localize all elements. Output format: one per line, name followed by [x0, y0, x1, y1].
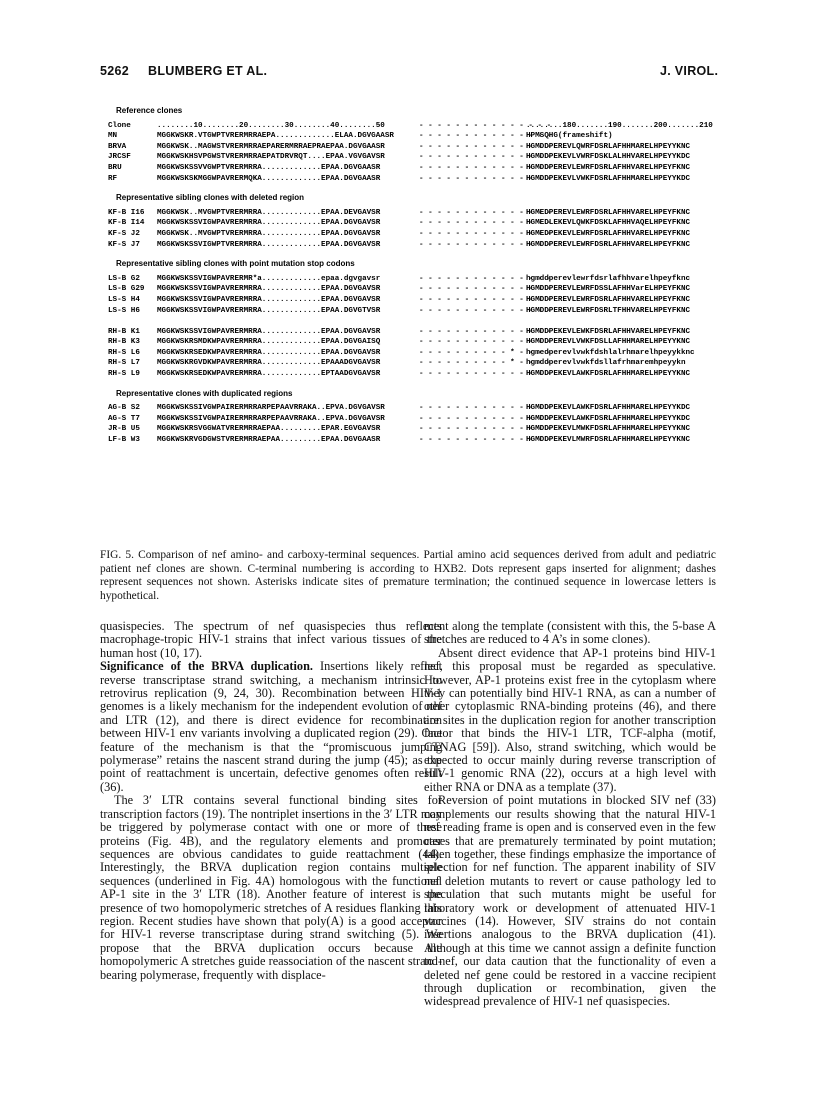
sequence-gap-dashes: - - - - - - - - - - - - - - - [419, 285, 552, 294]
paragraph: The 3′ LTR contains several functional binding sites for transcription factors (19). The nontriplet insertions in the 3′ LTR may be triggered by polymerase contact with one or more of these proteins (Fig. 4B), and the regulatory elements and promoter sequences are obvious candidates to guide reattachment (44). Interestingly, the BRVA duplication region contains multiple sequences (underlined in Fig. 4A) homologous with the functional AP-1 site in the 3′ LTR (18). Another feature of interest is the presence of two homopolymeric stretches of A residues flanking this region. Recent studies have shown that poly(A) is a good acceptor for HIV-1 reverse transcriptase during strand switching (5). We propose that the BRVA duplication occurs because the homopolymeric A stretches guide reassociation of the nascent strand-bearing polymerase, frequently with displace- [100, 793, 442, 982]
alignment-row [108, 358, 718, 369]
clone-id: LS-B G2 [108, 274, 140, 283]
alignment-row [108, 240, 718, 251]
n-terminal-sequence: MGGKWSKRSEDKWPAVRERMRRA.............EPAA.DGVGAVSR [157, 348, 381, 357]
figure-caption: FIG. 5. Comparison of nef amino- and carboxy-terminal sequences. Partial amino acid sequences derived from adult and pediatric patient nef clones are shown. C-terminal numbering is according to HXB2. Dots represent gaps inserted for alignment; dashes represent sequences not shown. Asterisks indicate sites of premature termination; the continued sequence in lowercase letters is hypothetical. [100, 549, 716, 602]
sequence-gap-dashes: - - - - - - - - - - - - - - - [419, 208, 552, 217]
paragraph: quasispecies. The spectrum of nef quasispecies thus reflects macrophage-tropic HIV-1 strains that infect various tissues of the human host (10, 17). [100, 619, 442, 660]
clone-id: LS-S H6 [108, 306, 140, 315]
sequence-gap-dashes: - - - - - - - - - - - - - - - [419, 295, 552, 304]
clone-id: RH-S L9 [108, 370, 140, 379]
n-terminal-sequence: MGGKWSKSSVIGWPAVRERMRRA.............EPAA.DGVGAVSR [157, 295, 381, 304]
c-terminal-sequence: HGMDDPEREVLEWRFDSRLAFHHVARELHPEYFKNC [526, 295, 691, 304]
running-head-journal: J. VIROL. [660, 64, 719, 78]
paragraph-text: Insertions likely reflect reverse transcriptase strand switching, a mechanism intrinsic to retrovirus replication (9, 24, 30). Recombination between HIV-1 genomes is a likely mechanism for the independent evolution of nef and LTR (12), and there is direct evidence for recombination between HIV-1 env variants involving a duplicated region (29). One feature of the mechanism is that the “promiscuous jumping polymerase” retains the nascent strand during the jump (45); as the point of reattachment is uncertain, defective genomes often result (36). [100, 659, 443, 794]
c-terminal-sequence: HGMEDPEREVLEWRFDSRLAFHHVARELHPEYFKNC [526, 208, 691, 217]
n-terminal-sequence: MGGKWSKSSVVGWPTVRERMRRA.............EPAA.DGVGAASR [157, 163, 381, 172]
n-terminal-sequence: MGGKWSKSSIVGWPAIRERMRRARPEPAAVRRAKA..EPVA.DGVGAVSR [157, 414, 385, 423]
clone-id: KF-S J2 [108, 229, 140, 238]
sequence-gap-dashes: - - - - - - - - - - - - - - - [419, 414, 552, 423]
n-terminal-sequence: MGGKWSKRVGDGWSTVRERMRRAEPAA.........EPAA.DGVGAASR [157, 436, 381, 445]
c-terminal-sequence: hgmddperevlvwkfdsllafrhmaremhpeyykn [526, 359, 686, 368]
sequence-gap-dashes: - - - - - - - - - - - - - - - [419, 338, 552, 347]
sequence-gap-dashes: - - - - - - - - - - - - - - - [419, 306, 552, 315]
c-terminal-sequence: HGMDDPEREVLEWRFDSRLAFHHVARELHPEYFKNC [526, 240, 691, 249]
sequence-gap-dashes: - - - - - - - - - - - - - - - [419, 142, 552, 151]
n-terminal-sequence: MGGKWSK..MVGWPTVRERMRRA.............EPAA.DGVGAVSR [157, 229, 381, 238]
clone-id: AG-B S2 [108, 404, 140, 413]
figure-section-title: Representative clones with duplicated regions [116, 388, 293, 398]
c-terminal-sequence: HGMDDPEREVLVWKFDSLLAFHHMARELHPEYYKNC [526, 338, 691, 347]
c-terminal-sequence: HGMDDPEKEVLMWRFDSRLAFHHMARELHPEYYKNC [526, 436, 691, 445]
c-terminal-sequence: HGMDDPEKEVLEWKFDSRLAFHHVARELHPEYFKNC [526, 327, 691, 336]
sequence-gap-dashes: - - - - - - - - - - - - - - - [419, 121, 552, 130]
n-terminal-sequence: MGGKWSKRSEDKWPAVRERMRRA.............EPTAADGVGAVSR [157, 370, 381, 379]
clone-id: RH-S L6 [108, 348, 140, 357]
n-terminal-sequence: MGGKWSKHSVPGWSTVRERMRRAEPATDRVRQT....EPAA.VGVGAVSR [157, 153, 385, 162]
n-terminal-sequence: MGGKWSKSSVIGWPTVRERMRRA.............EPAA.DGVGAVSR [157, 240, 381, 249]
n-terminal-sequence: MGGKWSKSKMGGWPAVRERMQKA.............EPAA.DGVGAASR [157, 174, 381, 183]
alignment-row [108, 435, 718, 446]
page-number: 5262 [100, 64, 130, 78]
c-terminal-sequence: HGMDDPEKEVLAWKFDSRLAFHHMARELHPEYYKNC [526, 370, 691, 379]
c-terminal-sequence: hgmddperevlewrfdsrlafhhvarelhpeyfknc [526, 274, 691, 283]
c-terminal-sequence: HGMDDPEKEVLMWKFDSRLAFHHMARELHPEYYKNC [526, 425, 691, 434]
c-terminal-sequence: HGMDDPEREVLEWRFDSRLTFHHVARELHPEYFKNC [526, 306, 691, 315]
clone-id: LS-S H4 [108, 295, 140, 304]
n-terminal-sequence: ........10........20........30........40........50 [157, 121, 385, 130]
paragraph: ment along the template (consistent with this, the 5-base A stretches are reduced to 4 A’s in some clones). [424, 619, 716, 647]
clone-id: JRCSF [108, 153, 131, 162]
sequence-gap-dashes: - - - - - - - - - - - - - - - [419, 425, 552, 434]
clone-id: AG-S T7 [108, 414, 140, 423]
sequence-gap-dashes: - - - - - - - - - - - - - - - [419, 327, 552, 336]
paragraph: Reversion of point mutations in blocked SIV nef (33) complements our results showing that the natural HIV-1 nef reading frame is open and is conserved even in the few cases that are prematurely terminated by point mutation; taken together, these findings emphasize the importance of selection for nef function. The apparent inability of SIV nef deletion mutants to revert or cause pathology led to speculation that such mutants might be useful for laboratory work or development of attenuated HIV-1 vaccines (14). However, SIV strains do not contain insertions analogous to the BRVA duplication (41). Although at this time we cannot assign a definite function to nef, our data caution that the functionality of even a deleted nef gene could be restored in a vaccine recipient through duplication or recombination, given the widespread prevalence of HIV-1 nef quasispecies. [424, 793, 716, 1009]
sequence-gap-dashes: - - - - - - - - - - - - - - - [419, 153, 552, 162]
alignment-row [108, 295, 718, 306]
sequence-gap-dashes: - - - - - - - - - - - - - - - [419, 436, 552, 445]
clone-id: LF-B W3 [108, 436, 140, 445]
clone-id: BRU [108, 163, 122, 172]
n-terminal-sequence: MGGKWSKSSVIGWPAVRERMRRA.............EPAA.DGVGAVSR [157, 327, 381, 336]
alignment-row [108, 142, 718, 153]
clone-id: RF [108, 174, 118, 183]
alignment-row [108, 348, 718, 359]
clone-id: Clone [108, 121, 131, 130]
sequence-gap-dashes: - - - - - - - - - - * - - - - [419, 359, 552, 368]
clone-id: RH-B K1 [108, 327, 140, 336]
n-terminal-sequence: MGGKWSK..MAGWSTVRERMRRAEPARERMRRAEPRAEPAA.DGVGAASR [157, 142, 385, 151]
sequence-gap-dashes: - - - - - - - - - - - - - - - [419, 370, 552, 379]
n-terminal-sequence: MGGKWSKSSVIGWPAVRERMRRA.............EPAA.DGVGTVSR [157, 306, 381, 315]
c-terminal-sequence: HGMDDPEKEVLVWKFDSRLAFHHMARELHPEYYKDC [526, 174, 691, 183]
n-terminal-sequence: MGGKWSK..MVGWPTVRERMRRA.............EPAA.DEVGAVSR [157, 208, 381, 217]
clone-id: RH-B K3 [108, 338, 140, 347]
figure-section-title: Representative sibling clones with point mutation stop codons [116, 259, 355, 269]
paragraph: Absent direct evidence that AP-1 proteins bind HIV-1 nef, this proposal must be regarded as speculative. However, AP-1 proteins exist free in the cytoplasm where they can potentially bind HIV-1 RNA, as can a number of other cytoplasmic RNA-binding proteins (46), and there are sites in the duplication region for another transcription factor that binds the HIV-1 LTR, TCF-alpha (motif, CTNAG [59]). Also, strand switching, which would be expected to occur mainly during reverse transcription of HIV-1 genomic RNA (22), occurs at a high level with either RNA or DNA as a template (37). [424, 645, 716, 794]
alignment-row [108, 424, 718, 435]
c-terminal-sequence: HGMEDPEKEVLEWRFDSRLAFHHVARELHPEYFKNC [526, 229, 691, 238]
sequence-alignment-figure [108, 106, 718, 446]
clone-id: JR-B U5 [108, 425, 140, 434]
clone-id: KF-S J7 [108, 240, 140, 249]
alignment-row [108, 163, 718, 174]
c-terminal-sequence: HGMDDPEKEVLAWKFDSRLAFHHMARELHPEYYKDC [526, 414, 691, 423]
clone-id: KF-B I16 [108, 208, 145, 217]
clone-id: BRVA [108, 142, 127, 151]
sequence-gap-dashes: - - - - - - - - - - - - - - - [419, 240, 552, 249]
c-terminal-sequence: HPMSQHG(frameshift) [526, 132, 613, 141]
alignment-row [108, 327, 718, 338]
clone-id: LS-B G29 [108, 285, 145, 294]
sequence-gap-dashes: - - - - - - - - - - * - - - - [419, 348, 552, 357]
c-terminal-sequence: HGMDDPEREVLEWRFDSSLAFHHVarELHPEYFKNC [526, 285, 691, 294]
n-terminal-sequence: MGGKWSKSSVIGWPAVRERMR*a.............epaa.dgvgavsr [157, 274, 381, 283]
n-terminal-sequence: MGGKWSKRGVDKWPAVRERMRRA.............EPAAADGVGAVSR [157, 359, 381, 368]
c-terminal-sequence: hgmedperevlvwkfdshlalrhmarelhpeyykknc [526, 348, 695, 357]
c-terminal-sequence: HGMDDPEKEVLAWKFDSRLAFHHMARELHPEYYKDC [526, 404, 691, 413]
alignment-row [108, 316, 718, 327]
n-terminal-sequence: MGGKWSKSSVIGWPAVRERMRRA.............EPAA.DGVGAVSR [157, 219, 381, 228]
figure-section-title: Reference clones [116, 106, 183, 115]
n-terminal-sequence: MGGKWSKRSVGGWATVRERMRRAEPAA.........EPAR.EGVGAVSR [157, 425, 381, 434]
alignment-row [108, 274, 718, 285]
figure-section-title: Representative sibling clones with deleted region [116, 193, 305, 203]
sequence-gap-dashes: - - - - - - - - - - - - - - - [419, 229, 552, 238]
section-heading: Significance of the BRVA duplication. [100, 659, 313, 674]
alignment-row [108, 131, 718, 142]
clone-id: MN [108, 132, 118, 141]
alignment-row [108, 284, 718, 295]
c-terminal-sequence: HGMDDPEREVLEWRFDSRLAFHHVARELHPEYFKNC [526, 163, 691, 172]
alignment-row [108, 414, 718, 425]
c-terminal-sequence: HGMEDLEKEVLQWKFDSKLAFHHVAQELHPEYFKNC [526, 219, 691, 228]
c-terminal-sequence: HGMDDPEREVLQWRFDSRLAFHHMARELHPEYYKNC [526, 142, 691, 151]
sequence-gap-dashes: - - - - - - - - - - - - - - - [419, 274, 552, 283]
alignment-row [108, 306, 718, 317]
right-column [424, 620, 716, 1009]
running-head-authors: BLUMBERG ET AL. [148, 64, 268, 78]
c-terminal-sequence: ........180.......190.......200.......210 [526, 121, 713, 130]
n-terminal-sequence: MGGKWSKRSMDKWPAVRERMRRA.............EPAA.DGVGAISQ [157, 338, 381, 347]
sequence-gap-dashes: - - - - - - - - - - - - - - - [419, 174, 552, 183]
alignment-row [108, 369, 718, 380]
n-terminal-sequence: MGGKWSKSSVIGWPAVRERMRRA.............EPAA.DGVGAVSR [157, 285, 381, 294]
sequence-gap-dashes: - - - - - - - - - - - - - - - [419, 163, 552, 172]
clone-id: RH-S L7 [108, 359, 140, 368]
n-terminal-sequence: MGGKWSKSSIVGWPAIRERMRRARPEPAAVRRAKA..EPVA.DGVGAVSR [157, 404, 385, 413]
n-terminal-sequence: MGGKWSKR.VTGWPTVRERMRRAEPA.............ELAA.DGVGAASR [157, 132, 394, 141]
sequence-gap-dashes: - - - - - - - - - - - - - - - [419, 404, 552, 413]
alignment-row [108, 403, 718, 414]
sequence-gap-dashes: - - - - - - - - - - - - - - - [419, 219, 552, 228]
c-terminal-sequence: HGMDDPEKEVLVWRFDSKLALHHVARELHPEYYKDC [526, 153, 691, 162]
sequence-gap-dashes: - - - - - - - - - - - - - - - [419, 132, 552, 141]
alignment-row [108, 229, 718, 240]
alignment-row [108, 152, 718, 163]
alignment-row [108, 218, 718, 229]
left-column [100, 620, 442, 982]
clone-id: KF-B I14 [108, 219, 145, 228]
alignment-row [108, 337, 718, 348]
alignment-row [108, 121, 718, 132]
alignment-row [108, 174, 718, 185]
alignment-row [108, 208, 718, 219]
